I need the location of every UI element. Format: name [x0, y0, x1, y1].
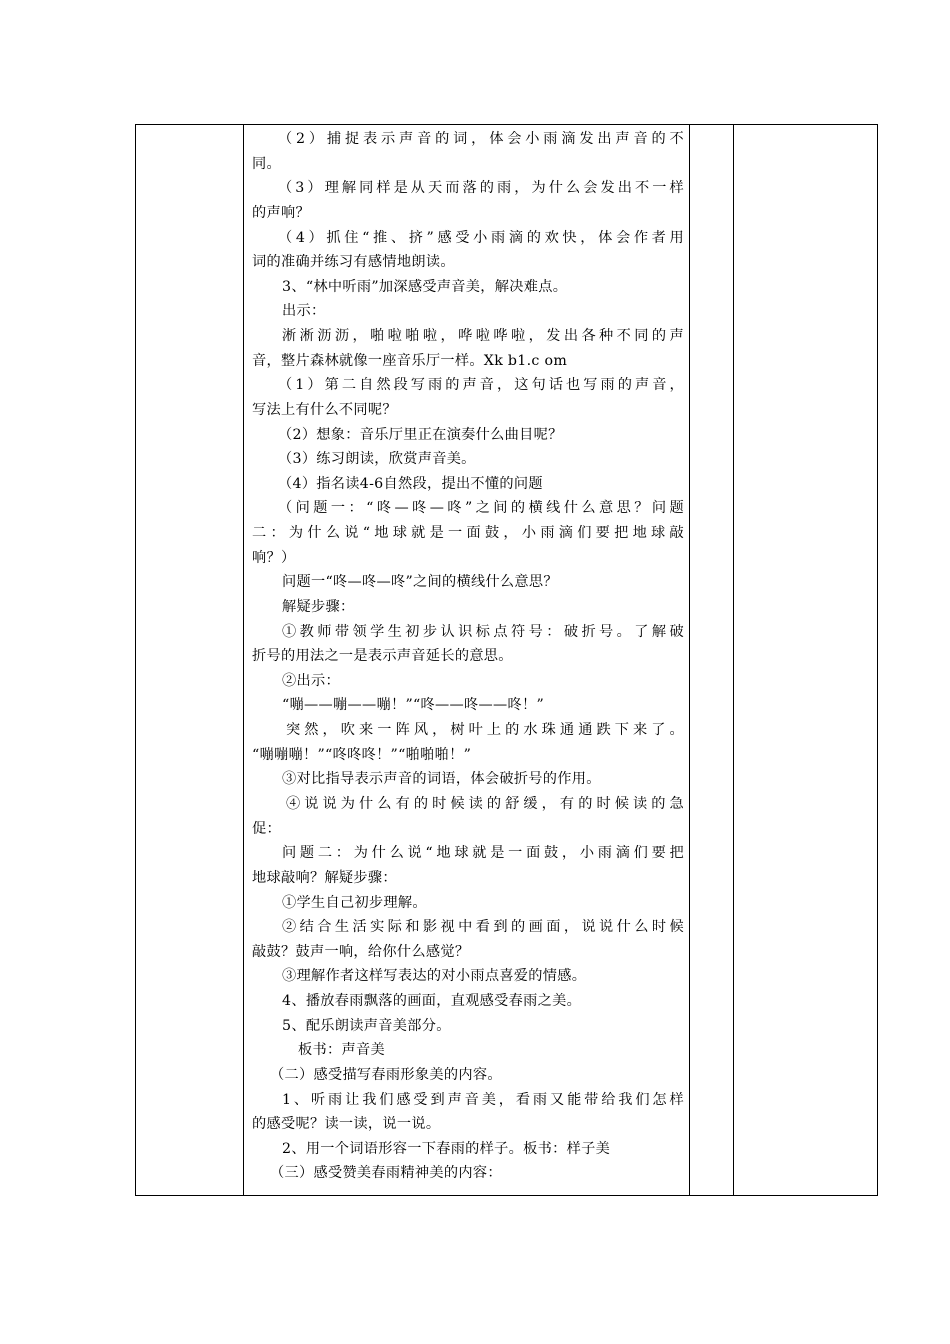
- text-line: 淅淅沥沥，啪啦啪啦，哗啦哗啦，发出各种不同的声: [282, 328, 684, 345]
- text-line: 突然，吹来一阵风，树叶上的水珠通通跌下来了。: [286, 722, 684, 739]
- text-line: ③理解作者这样写表达的对小雨点喜爱的情感。: [282, 968, 587, 985]
- text-line: （1）第二自然段写雨的声音，这句话也写雨的声音，: [278, 377, 684, 394]
- text-line: 问题二：为什么说“地球就是一面鼓，小雨滴们要把: [282, 845, 684, 862]
- text-line: 二：为什么说“地球就是一面鼓，小雨滴们要把地球敲: [252, 525, 684, 542]
- text-line: 2、用一个词语形容一下春雨的样子。板书：样子美: [282, 1140, 611, 1157]
- column-divider-2: [689, 125, 690, 1195]
- text-line: ③对比指导表示声音的词语，体会破折号的作用。: [282, 771, 601, 788]
- text-line: 解疑步骤：: [282, 598, 355, 615]
- text-line: 4、播放春雨飘落的画面，直观感受春雨之美。: [282, 993, 582, 1010]
- text-line: 出示：: [282, 303, 326, 320]
- text-line: 响？）: [252, 549, 296, 566]
- text-line: ②结合生活实际和影视中看到的画面，说说什么时候: [282, 919, 684, 936]
- text-line: ②出示：: [282, 672, 340, 689]
- text-line: （三）感受赞美春雨精神美的内容：: [270, 1165, 502, 1182]
- column-divider-1: [243, 125, 244, 1195]
- text-line: 5、配乐朗读声音美部分。: [282, 1017, 451, 1034]
- text-line: 问题一“咚—咚—咚”之间的横线什么意思？: [282, 574, 558, 591]
- text-line: 音，整片森林就像一座音乐厅一样。Xk b1.c om: [252, 352, 568, 369]
- text-line: 写法上有什么不同呢？: [252, 401, 397, 418]
- text-line: ④说说为什么有的时候读的舒缓，有的时候读的急: [286, 796, 684, 812]
- column-divider-3: [733, 125, 734, 1195]
- text-line: 促：: [252, 820, 281, 837]
- text-line: 敲鼓？鼓声一响，给你什么感觉？: [252, 943, 470, 960]
- text-line: 的感受呢？读一读，说一说。: [252, 1116, 441, 1133]
- text-line: “嘣——嘣——嘣！”“咚——咚——咚！”: [282, 697, 545, 714]
- text-line: （4）指名读4-6自然段，提出不懂的问题: [278, 475, 543, 492]
- text-line: ①教师带领学生初步认识标点符号：破折号。了解破: [282, 623, 684, 640]
- lesson-plan-table: [135, 124, 878, 1196]
- text-line: “嘣嘣嘣！”“咚咚咚！”“啪啪啪！”: [252, 746, 472, 763]
- text-line: 1、听雨让我们感受到声音美，看雨又能带给我们怎样: [282, 1091, 684, 1108]
- text-line: 同。: [252, 155, 281, 172]
- text-line: 3、“林中听雨”加深感受声音美，解决难点。: [282, 278, 568, 295]
- text-line: （问题一：“咚—咚—咚”之间的横线什么意思？问题: [278, 500, 684, 517]
- text-line: （3）理解同样是从天而落的雨，为什么会发出不一样: [278, 180, 684, 197]
- text-line: 折号的用法之一是表示声音延长的意思。: [252, 648, 513, 665]
- text-line: 的声响？: [252, 204, 310, 221]
- text-line: （4）抓住“推、挤”感受小雨滴的欢快，体会作者用: [278, 229, 684, 246]
- text-line: （2）捕捉表示声音的词，体会小雨滴发出声音的不: [278, 131, 684, 147]
- text-line: 板书：声音美: [298, 1042, 385, 1059]
- text-line: （3）练习朗读，欣赏声音美。: [278, 451, 476, 468]
- text-line: 词的准确并练习有感情地朗读。: [252, 254, 455, 271]
- text-line: （二）感受描写春雨形象美的内容。: [270, 1066, 502, 1083]
- text-line: 地球敲响？解疑步骤：: [252, 869, 397, 886]
- text-line: （2）想象：音乐厅里正在演奏什么曲目呢？: [278, 426, 563, 443]
- text-line: ①学生自己初步理解。: [282, 894, 427, 911]
